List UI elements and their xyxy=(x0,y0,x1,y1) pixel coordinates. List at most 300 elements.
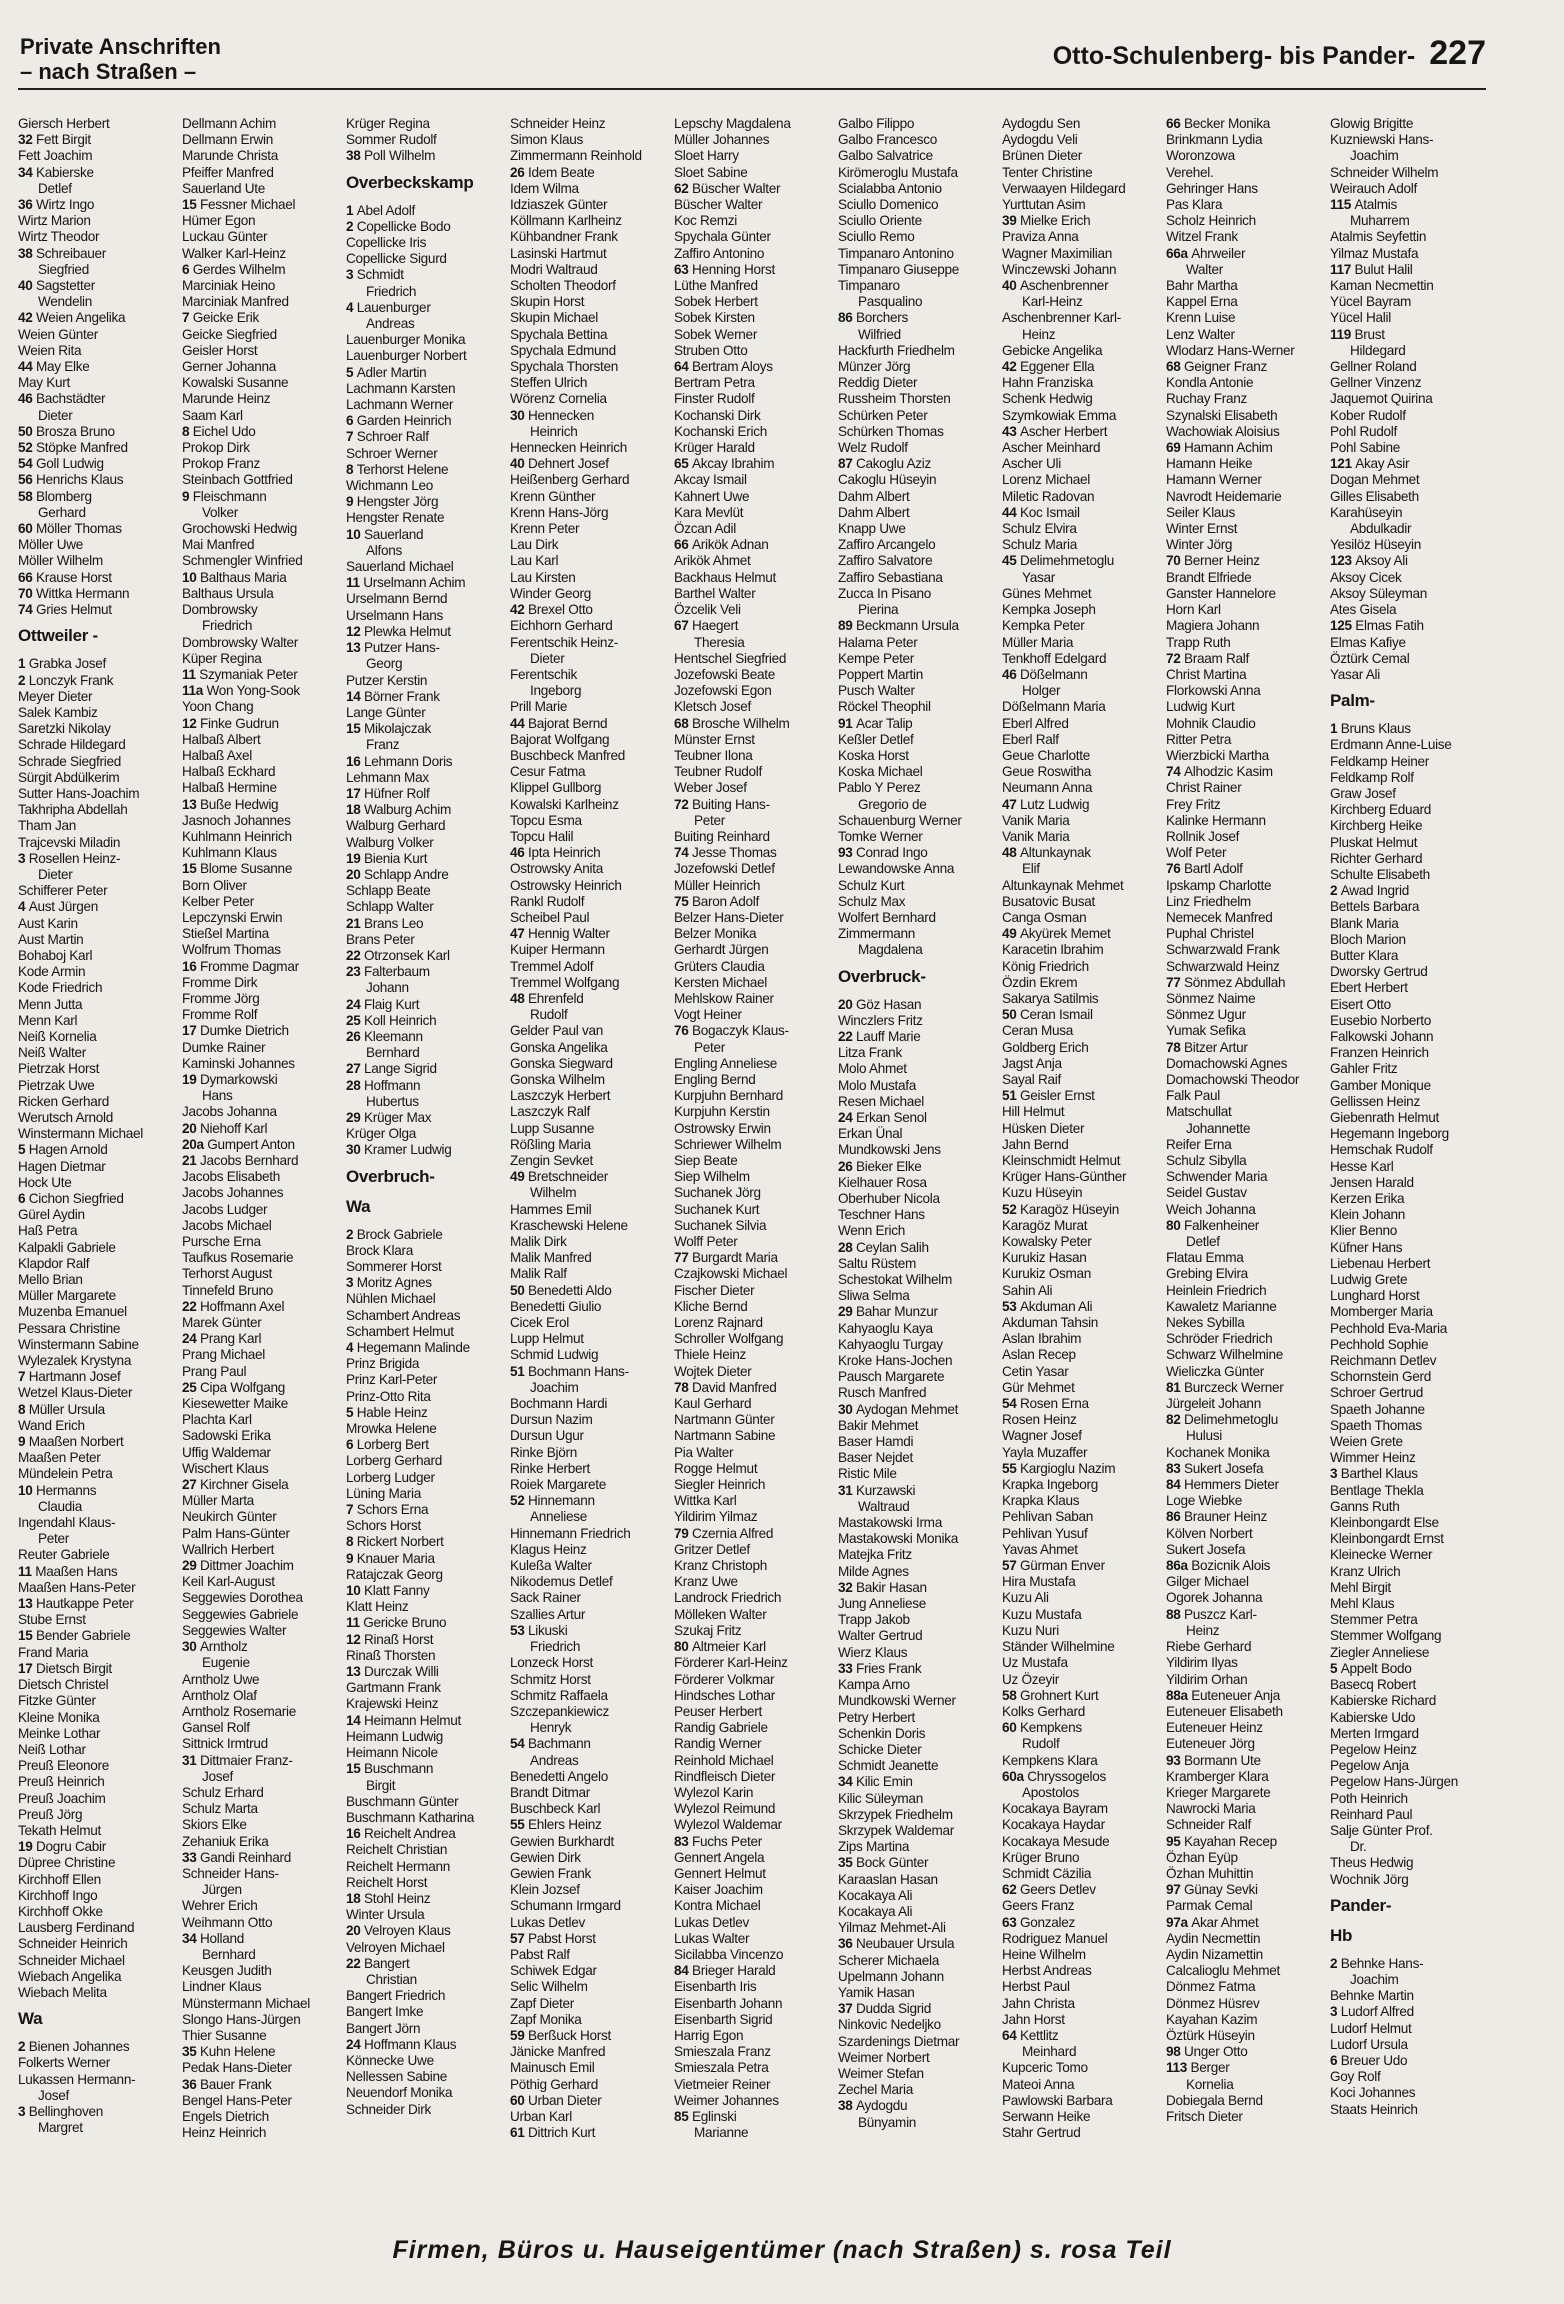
directory-entry: Cetin Yasar xyxy=(1002,1363,1069,1379)
house-number: 58 xyxy=(18,488,36,504)
directory-entry: Stemmer Wolfgang xyxy=(1330,1628,1442,1644)
house-number: 56 xyxy=(18,472,36,488)
directory-entry: Schneider Hans- xyxy=(182,1865,279,1881)
directory-entry: 45 Delimehmetoglu xyxy=(1002,553,1115,569)
house-number: 3 xyxy=(1330,1466,1341,1482)
directory-entry: 7 Geicke Erik xyxy=(182,310,259,326)
house-number: 7 xyxy=(18,1369,29,1385)
directory-entry: Sauerland Michael xyxy=(346,559,454,575)
directory-entry: Butter Klara xyxy=(1330,947,1399,963)
directory-entry: Ogorek Johanna xyxy=(1166,1590,1263,1606)
directory-entry: Dahm Albert xyxy=(838,488,910,504)
directory-entry: Rinaß Thorsten xyxy=(346,1647,436,1663)
directory-entry: Smieszala Franz xyxy=(674,2044,771,2060)
directory-entry: Günes Mehmet xyxy=(1002,585,1092,601)
house-number: 60 xyxy=(18,521,36,537)
house-number: 5 xyxy=(346,364,357,380)
directory-entry: Wolff Peter xyxy=(674,1234,738,1250)
directory-entry: Hemschak Rudolf xyxy=(1330,1142,1433,1158)
directory-entry: Wetzel Klaus-Dieter xyxy=(18,1385,133,1401)
directory-entry: Akcay Ismail xyxy=(674,472,747,488)
directory-entry: Velroyen Michael xyxy=(346,1939,445,1955)
directory-entry: Reinhard Paul xyxy=(1330,1806,1413,1822)
directory-entry: Laszczyk Ralf xyxy=(510,1104,590,1120)
directory-entry: Wojtek Dieter xyxy=(674,1363,752,1379)
house-number: 66 xyxy=(1166,116,1184,131)
directory-entry: Hulusi xyxy=(1186,1428,1222,1444)
directory-entry: Schneider Dirk xyxy=(346,2101,431,2117)
directory-entry: 38 Schreibauer xyxy=(18,245,106,261)
directory-entry: Weien Günter xyxy=(18,326,99,342)
house-number: 40 xyxy=(18,278,36,294)
directory-entry: 40 Dehnert Josef xyxy=(510,456,609,472)
directory-entry: 30 Hennecken xyxy=(510,407,595,423)
house-number: 3 xyxy=(18,850,29,866)
directory-entry: Oberhuber Nicola xyxy=(838,1191,940,1206)
directory-entry: Kleine Monika xyxy=(18,1709,100,1725)
directory-entry: Anneliese xyxy=(530,1509,588,1525)
directory-entry: Rusch Manfred xyxy=(838,1385,927,1401)
directory-entry: Weihmann Otto xyxy=(182,1914,273,1930)
directory-entry: Gür Mehmet xyxy=(1002,1379,1075,1395)
house-number: 2 xyxy=(346,1226,357,1242)
directory-entry: Gritzer Detlef xyxy=(674,1541,750,1557)
directory-entry: Gewien Frank xyxy=(510,1865,592,1881)
directory-entry: Gonska Siegward xyxy=(510,1055,613,1071)
directory-entry: Sommerer Horst xyxy=(346,1259,442,1274)
directory-entry: 7 Schors Erna xyxy=(346,1502,429,1518)
directory-entry: Belzer Hans-Dieter xyxy=(674,909,784,925)
directory-entry: Sobek Herbert xyxy=(674,294,758,310)
directory-entry: Franz xyxy=(366,737,400,753)
house-number: 115 xyxy=(1330,197,1355,213)
directory-entry: Staats Heinrich xyxy=(1330,2101,1418,2117)
house-number: 59 xyxy=(510,2027,528,2043)
directory-entry: Schulte Elisabeth xyxy=(1330,866,1430,882)
directory-entry: Ates Gisela xyxy=(1330,602,1397,618)
directory-entry: Engels Dietrich xyxy=(182,2108,269,2124)
directory-entry: Falk Paul xyxy=(1166,1088,1220,1104)
directory-entry: Gamber Monique xyxy=(1330,1077,1431,1093)
house-number: 60 xyxy=(1002,1720,1020,1736)
directory-entry: Dombrowsky Walter xyxy=(182,634,299,650)
directory-entry: Modri Waltraud xyxy=(510,261,598,277)
directory-entry: Sloet Harry xyxy=(674,148,739,164)
directory-entry: Ganns Ruth xyxy=(1330,1498,1400,1514)
house-number: 82 xyxy=(1166,1412,1184,1428)
directory-entry: Kurukiz Hasan xyxy=(1002,1250,1087,1266)
directory-entry: Winter Ernst xyxy=(1166,521,1238,537)
directory-entry: Stemmer Petra xyxy=(1330,1612,1418,1628)
directory-entry: Vanik Maria xyxy=(1002,812,1070,828)
directory-entry: Trajcevski Miladin xyxy=(18,834,121,850)
directory-entry: Kirchhoff Ingo xyxy=(18,1887,98,1903)
directory-entry: Cakoglu Hüseyin xyxy=(838,472,937,488)
directory-entry: 50 Benedetti Aldo xyxy=(510,1282,612,1298)
directory-entry: Pegelow Anja xyxy=(1330,1758,1409,1774)
house-number: 10 xyxy=(18,1482,36,1498)
house-number: 14 xyxy=(346,688,364,704)
directory-entry: Lindner Klaus xyxy=(182,1979,262,1995)
directory-entry: 52 Hinnemann xyxy=(510,1493,595,1509)
house-number: 11 xyxy=(18,1563,36,1579)
directory-entry: Seggewies Walter xyxy=(182,1622,287,1638)
directory-entry: 15 Bender Gabriele xyxy=(18,1628,131,1644)
directory-entry: Lukas Detlev xyxy=(674,1914,749,1930)
directory-entry: Frand Maria xyxy=(18,1644,88,1660)
house-number: 80 xyxy=(674,1639,692,1655)
house-number: 61 xyxy=(510,2125,528,2141)
house-number: 48 xyxy=(510,990,528,1006)
directory-entry: 36 Bauer Frank xyxy=(182,2076,272,2092)
directory-entry: Gellissen Heinz xyxy=(1330,1093,1420,1109)
directory-entry: 30 Arntholz xyxy=(182,1639,248,1655)
directory-entry: 95 Kayahan Recep xyxy=(1166,1833,1277,1849)
directory-entry: Henryk xyxy=(530,1720,572,1736)
directory-entry: Bettels Barbara xyxy=(1330,899,1420,915)
directory-entry: Krenn Luise xyxy=(1166,310,1236,326)
directory-entry: Wilhelm xyxy=(530,1185,577,1201)
directory-entry: 10 Sauerland xyxy=(346,526,424,542)
directory-entry: 18 Walburg Achim xyxy=(346,802,452,818)
directory-entry: 8 Eichel Udo xyxy=(182,423,256,439)
directory-entry: Karagöz Murat xyxy=(1002,1217,1088,1233)
directory-entry: Kober Rudolf xyxy=(1330,407,1406,423)
directory-entry: Domachowski Agnes xyxy=(1166,1055,1288,1071)
directory-entry: 15 Fessner Michael xyxy=(182,197,296,213)
directory-entry: Gregorio de xyxy=(858,796,927,812)
directory-entry: Cesur Fatma xyxy=(510,764,586,780)
directory-entry: 27 Lange Sigrid xyxy=(346,1061,437,1077)
directory-entry: 91 Acar Talip xyxy=(838,715,913,731)
directory-entry: Thiele Heinz xyxy=(674,1347,746,1363)
directory-entry: Brandt Ditmar xyxy=(510,1784,590,1800)
directory-entry: 29 Bahar Munzur xyxy=(838,1304,938,1320)
directory-entry: Kochanski Erich xyxy=(674,423,767,439)
directory-entry: Klein Johann xyxy=(1330,1207,1406,1223)
directory-entry: Nekes Sybilla xyxy=(1166,1315,1245,1331)
directory-entry: Cicek Erol xyxy=(510,1315,569,1331)
directory-entry: Herbst Andreas xyxy=(1002,1963,1092,1979)
directory-entry: 19 Dymarkowski xyxy=(182,1071,278,1087)
directory-entry: Kochanski Dirk xyxy=(674,407,761,423)
directory-entry: 83 Fuchs Peter xyxy=(674,1833,762,1849)
house-number: 23 xyxy=(346,964,364,980)
directory-entry: Krenn Günther xyxy=(510,488,596,504)
directory-entry: 55 Kargioglu Nazim xyxy=(1002,1460,1116,1476)
directory-entry: Lupp Helmut xyxy=(510,1331,584,1347)
directory-entry: 34 Kilic Emin xyxy=(838,1774,913,1790)
house-number: 9 xyxy=(18,1434,29,1450)
directory-entry: Neiß Walter xyxy=(18,1045,86,1061)
directory-entry: Weber Josef xyxy=(674,780,747,796)
directory-entry: Waltraud xyxy=(858,1498,910,1514)
house-number: 3 xyxy=(346,1275,357,1291)
directory-entry: Eisert Otto xyxy=(1330,996,1391,1012)
directory-entry: 66 Krause Horst xyxy=(18,569,112,585)
directory-entry: Kraschewski Helene xyxy=(510,1217,628,1233)
directory-entry: Gebicke Angelika xyxy=(1002,342,1103,358)
directory-entry: Fitzke Günter xyxy=(18,1693,96,1709)
directory-entry: Koska Michael xyxy=(838,764,923,780)
directory-entry: 58 Grohnert Kurt xyxy=(1002,1687,1099,1703)
directory-entry: Finster Rudolf xyxy=(674,391,755,407)
directory-entry: Galbo Salvatrice xyxy=(838,148,933,164)
directory-entry: Lasinski Hartmut xyxy=(510,245,607,261)
directory-entry: Pas Klara xyxy=(1166,197,1223,213)
directory-entry: Pegelow Heinz xyxy=(1330,1741,1417,1757)
directory-entry: Jasnoch Johannes xyxy=(182,812,291,828)
directory-entry: Seggewies Dorothea xyxy=(182,1590,303,1606)
directory-entry: Wehrer Erich xyxy=(182,1898,258,1914)
directory-entry: Wylezol Reimund xyxy=(674,1801,776,1817)
directory-entry: Kurpjuhn Bernhard xyxy=(674,1088,784,1104)
directory-entry: Yilmaz Mehmet-Ali xyxy=(838,1920,946,1936)
directory-entry: Welz Rudolf xyxy=(838,440,908,456)
directory-entry: Reichmann Detlev xyxy=(1330,1353,1437,1369)
house-number: 27 xyxy=(346,1061,364,1077)
house-number: 16 xyxy=(346,1826,364,1842)
directory-entry: Pia Walter xyxy=(674,1444,734,1460)
directory-entry: Lüning Maria xyxy=(346,1485,421,1501)
directory-entry: Gerhardt Jürgen xyxy=(674,942,769,958)
directory-entry: Dahm Albert xyxy=(838,504,910,520)
directory-entry: Gewien Burkhardt xyxy=(510,1833,615,1849)
directory-entry: Halbaß Hermine xyxy=(182,780,277,796)
directory-column-6 xyxy=(838,116,1000,2230)
directory-entry: Düpree Christine xyxy=(18,1855,116,1871)
directory-entry: Kuhlmann Heinrich xyxy=(182,828,292,844)
directory-entry: Fett Joachim xyxy=(18,148,93,164)
directory-entry: Ostrowsky Anita xyxy=(510,861,603,877)
directory-entry: May Kurt xyxy=(18,375,70,391)
directory-entry: Herbst Paul xyxy=(1002,1979,1070,1995)
directory-entry: Prang Michael xyxy=(182,1347,265,1363)
directory-entry: Gahler Fritz xyxy=(1330,1061,1398,1077)
directory-entry: Lorenz Michael xyxy=(1002,472,1090,488)
directory-entry: Sürgit Abdülkerim xyxy=(18,769,120,785)
directory-entry: 10 Hermanns xyxy=(18,1482,97,1498)
directory-entry: 22 Bangert xyxy=(346,1955,410,1971)
directory-entry: Meinhard xyxy=(1022,2044,1077,2060)
directory-entry: Kocakaya Haydar xyxy=(1002,1817,1105,1833)
directory-entry: 37 Dudda Sigrid xyxy=(838,2001,931,2017)
directory-entry: Lausberg Ferdinand xyxy=(18,1920,135,1936)
house-number: 60 xyxy=(510,2092,528,2108)
directory-entry: 113 Berger xyxy=(1166,2060,1230,2076)
directory-entry: Heinz xyxy=(1022,326,1056,342)
directory-entry: Heimann Ludwig xyxy=(346,1728,444,1744)
directory-entry: Jaquemot Quirina xyxy=(1330,391,1433,407)
directory-entry: Schmidt Jeanette xyxy=(838,1758,939,1774)
directory-entry: 20 Göz Hasan xyxy=(838,996,922,1012)
directory-entry: Ludwig Kurt xyxy=(1166,699,1235,715)
directory-entry: 2 Awad Ingrid xyxy=(1330,883,1409,899)
directory-entry: Zapf Monika xyxy=(510,2011,582,2027)
directory-entry: Bahr Martha xyxy=(1166,278,1238,294)
directory-entry: Meyer Dieter xyxy=(18,688,93,704)
directory-entry: 119 Brust xyxy=(1330,326,1385,342)
directory-entry: 17 Dumke Dietrich xyxy=(182,1023,289,1039)
directory-entry: Krenn Hans-Jörg xyxy=(510,504,609,520)
directory-entry: 55 Ehlers Heinz xyxy=(510,1817,602,1833)
directory-entry: Hahn Franziska xyxy=(1002,375,1093,391)
directory-entry: Dönmez Fatma xyxy=(1166,1979,1256,1995)
house-number: 2 xyxy=(1330,883,1341,899)
house-number: 88 xyxy=(1166,1606,1184,1622)
directory-entry: Schroer Gertrud xyxy=(1330,1385,1423,1401)
house-number: 40 xyxy=(510,456,528,472)
directory-entry: Urselmann Hans xyxy=(346,607,444,623)
house-number: 7 xyxy=(182,310,193,326)
directory-entry: Schenk Hedwig xyxy=(1002,391,1093,407)
house-number: 25 xyxy=(182,1379,200,1395)
directory-entry: Detlef xyxy=(38,180,72,196)
directory-entry: 5 Hable Heinz xyxy=(346,1404,428,1420)
house-number: 40 xyxy=(1002,278,1020,294)
house-number: 57 xyxy=(1002,1558,1020,1574)
directory-entry: Resen Michael xyxy=(838,1093,925,1109)
house-number: 84 xyxy=(674,1963,692,1979)
street-heading: Wa xyxy=(18,2009,43,2029)
house-number: 24 xyxy=(346,996,364,1012)
directory-entry: Jürgen xyxy=(202,1882,242,1898)
directory-entry: 42 Eggener Ella xyxy=(1002,359,1095,375)
directory-entry: Werutsch Arnold xyxy=(18,1109,113,1125)
directory-entry: Schneider Ralf xyxy=(1166,1817,1251,1833)
directory-entry: Stube Ernst xyxy=(18,1612,86,1628)
directory-entry: Preuß Heinrich xyxy=(18,1774,105,1790)
directory-entry: Ristic Mile xyxy=(838,1466,897,1482)
directory-entry: Glowig Brigitte xyxy=(1330,116,1414,131)
directory-entry: Wolfert Bernhard xyxy=(838,909,936,925)
directory-entry: Pausch Margarete xyxy=(838,1369,945,1385)
directory-entry: Teschner Hans xyxy=(838,1207,925,1223)
directory-entry: 34 Holland xyxy=(182,1930,244,1946)
directory-entry: Giersch Herbert xyxy=(18,116,110,131)
directory-entry: Halbaß Axel xyxy=(182,747,252,763)
directory-entry: Sciullo Domenico xyxy=(838,197,939,213)
directory-entry: Könnecke Uwe xyxy=(346,2052,434,2068)
directory-entry: Volker xyxy=(202,504,238,520)
directory-entry: Gewien Dirk xyxy=(510,1849,581,1865)
directory-entry: Lachmann Werner xyxy=(346,397,454,413)
directory-entry: 8 Terhorst Helene xyxy=(346,461,449,477)
directory-entry: Schneider Heinrich xyxy=(18,1936,128,1952)
directory-entry: Lepczynski Erwin xyxy=(182,909,283,925)
house-number: 113 xyxy=(1166,2060,1191,2076)
house-number: 66 xyxy=(18,569,36,585)
directory-entry: Josef xyxy=(202,1768,233,1784)
directory-entry: Schneider Wilhelm xyxy=(1330,164,1439,180)
directory-entry: Klatt Heinz xyxy=(346,1599,409,1615)
directory-entry: Kühbandner Frank xyxy=(510,229,618,245)
directory-entry: 121 Akay Asir xyxy=(1330,456,1410,472)
house-number: 31 xyxy=(838,1482,856,1498)
directory-entry: Rollnik Josef xyxy=(1166,828,1240,844)
directory-entry: Thier Susanne xyxy=(182,2027,267,2043)
directory-entry: Öztürk Hüseyin xyxy=(1166,2027,1255,2043)
directory-entry: 68 Brosche Wilhelm xyxy=(674,715,790,731)
directory-entry: Suchanek Silvia xyxy=(674,1217,767,1233)
directory-entry: 11 Urselmann Achim xyxy=(346,575,466,591)
directory-entry: Krajewski Heinz xyxy=(346,1696,439,1712)
directory-entry: Küfner Hans xyxy=(1330,1239,1403,1255)
directory-entry: Wylezol Karin xyxy=(674,1784,754,1800)
directory-entry: Wörenz Cornelia xyxy=(510,391,607,407)
directory-entry: Skupin Michael xyxy=(510,310,598,326)
directory-entry: Wolfrum Thomas xyxy=(182,942,281,958)
directory-entry: 35 Kuhn Helene xyxy=(182,2044,276,2060)
directory-entry: Ebert Herbert xyxy=(1330,980,1408,996)
house-number: 78 xyxy=(674,1379,692,1395)
directory-entry: 13 Putzer Hans- xyxy=(346,640,440,656)
directory-entry: Szczepankiewicz xyxy=(510,1703,610,1719)
directory-entry: Gellner Roland xyxy=(1330,359,1417,375)
directory-entry: Mundkowski Werner xyxy=(838,1693,956,1709)
directory-entry: Lorberg Ludger xyxy=(346,1469,435,1485)
directory-entry: Steffen Ulrich xyxy=(510,375,588,391)
directory-entry: Brünen Dieter xyxy=(1002,148,1082,164)
directory-entry: Hammes Emil xyxy=(510,1201,592,1217)
house-number: 83 xyxy=(674,1833,692,1849)
directory-entry: Fromme Dirk xyxy=(182,974,258,990)
house-number: 98 xyxy=(1166,2044,1184,2060)
directory-entry: Bajorat Wolfgang xyxy=(510,731,610,747)
directory-entry: Wischert Klaus xyxy=(182,1460,269,1476)
directory-entry: Winder Georg xyxy=(510,585,592,601)
directory-entry: Pehlivan Yusuf xyxy=(1002,1525,1088,1541)
directory-entry: 33 Fries Frank xyxy=(838,1660,922,1676)
directory-entry: Wochnik Jörg xyxy=(1330,1871,1409,1887)
directory-entry: Kawaletz Marianne xyxy=(1166,1298,1277,1314)
directory-entry: Pursche Erna xyxy=(182,1234,261,1250)
directory-entry: 69 Hamann Achim xyxy=(1166,440,1273,456)
directory-entry: Litza Frank xyxy=(838,1045,902,1061)
directory-entry: Joachim xyxy=(530,1379,579,1395)
house-number: 2 xyxy=(346,218,357,234)
house-number: 74 xyxy=(18,602,36,618)
house-number: 83 xyxy=(1166,1460,1184,1476)
directory-entry: Buiting Reinhard xyxy=(674,828,770,844)
directory-entry: Johann xyxy=(366,980,409,996)
directory-entry: Hildegard xyxy=(1350,342,1406,358)
directory-entry: Schulz Kurt xyxy=(838,877,905,893)
street-heading: Ottweiler - xyxy=(18,626,98,646)
house-number: 7 xyxy=(346,429,357,445)
directory-entry: Karaaslan Hasan xyxy=(838,1871,938,1887)
directory-entry: Wimmer Heinz xyxy=(1330,1450,1416,1466)
directory-entry: Bünyamin xyxy=(858,2114,917,2130)
directory-entry: Reifer Erna xyxy=(1166,1136,1232,1152)
directory-entry: 44 Koc Ismail xyxy=(1002,504,1080,520)
directory-entry: 13 Hautkappe Peter xyxy=(18,1596,134,1612)
directory-entry: Zips Martina xyxy=(838,1839,910,1855)
directory-entry: Ingeborg xyxy=(530,683,582,699)
directory-entry: Wirtz Theodor xyxy=(18,229,100,245)
directory-entry: Tenter Christine xyxy=(1002,164,1093,180)
directory-entry: Pierina xyxy=(858,602,899,618)
directory-entry: Schulz Sibylla xyxy=(1166,1153,1247,1168)
directory-entry: Woronzowa xyxy=(1166,148,1235,164)
directory-entry: Marunde Christa xyxy=(182,148,278,164)
directory-entry: 20 Schlapp Andre xyxy=(346,866,449,882)
directory-entry: 86a Bozicnik Alois xyxy=(1166,1558,1271,1574)
house-number: 97 xyxy=(1166,1882,1184,1898)
directory-entry: Pabst Ralf xyxy=(510,1946,570,1962)
house-number: 74 xyxy=(674,845,692,861)
house-number: 11a xyxy=(182,683,207,699)
